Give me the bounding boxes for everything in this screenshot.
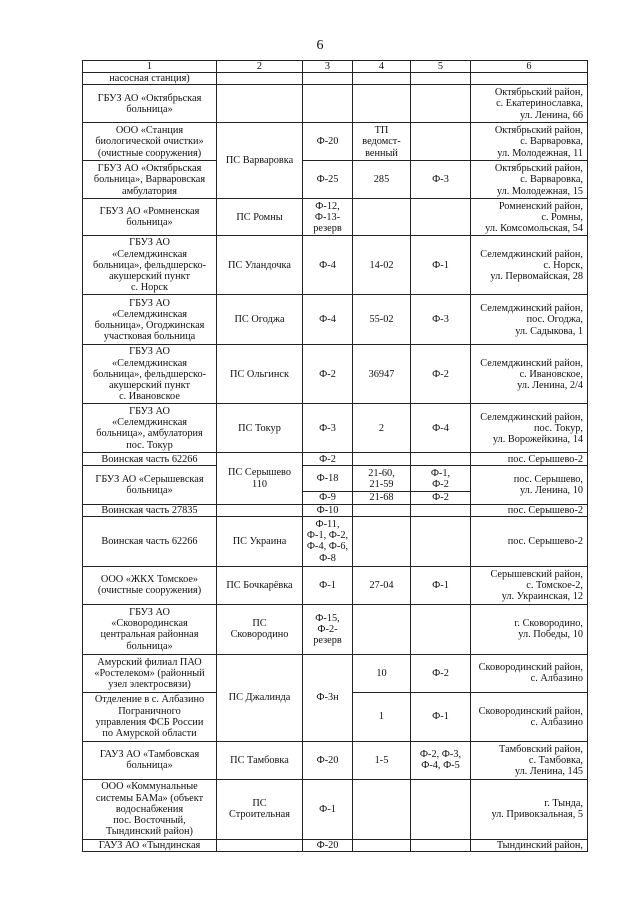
tp-cell: 21-68 [353,492,411,504]
feeder-cell: Ф-4 [303,236,353,295]
substation-cell: ПС Токур [217,404,303,453]
table-row [83,199,588,236]
substation-cell: ПС Варваровка [217,123,303,199]
substation-cell [217,504,303,516]
substation-cell: ПС Джалинда [217,654,303,741]
tp-cell [353,604,411,654]
feeder2-cell [411,123,471,161]
substation-cell [217,839,303,851]
table-row [83,654,588,692]
substation-cell: ПС Уландочка [217,236,303,295]
tp-cell [353,516,411,566]
table-row [83,123,588,161]
table-row [83,404,588,453]
tp-cell [353,199,411,236]
substation-cell: ПС Бочкарёвка [217,566,303,604]
feeder2-cell: Ф-1 [411,692,471,741]
address-cell: пос. Серышево, ул. Ленина, 10 [471,466,588,504]
address-cell: Октябрьский район, с. Екатеринославка, ул. Ленина, 66 [471,85,588,123]
facilities-table [82,60,588,852]
consumer-cell: Отделение в с. Албазино Пограничного управления ФСБ России по Амурской области [83,692,217,741]
feeder2-cell [411,85,471,123]
table-row [83,566,588,604]
tp-cell: 2 [353,404,411,453]
feeder-cell: Ф-1 [303,566,353,604]
feeder-cell: Ф-11, Ф-1, Ф-2, Ф-4, Ф-6, Ф-8 [303,516,353,566]
address-cell: г. Тында, ул. Привокзальная, 5 [471,779,588,839]
address-cell: Селемджинский район, пос. Токур, ул. Ворожейкина, 14 [471,404,588,453]
feeder-cell: Ф-20 [303,839,353,851]
tp-cell: 21-60, 21-59 [353,466,411,492]
feeder2-cell: Ф-1 [411,236,471,295]
substation-cell: ПС Украина [217,516,303,566]
table-row [83,295,588,345]
feeder2-cell [411,199,471,236]
table-row [83,161,588,199]
consumer-cell: ГБУЗ АО «Селемджинская больница», фельдшерско- акушерский пункт с. Норск [83,236,217,295]
table-row [83,236,588,295]
feeder-cell: Ф-3н [303,654,353,741]
tp-cell: ТП ведомст- венный [353,123,411,161]
feeder2-cell [411,453,471,466]
address-cell: Сковородинский район, с. Албазино [471,654,588,692]
header-cell: 5 [411,61,471,73]
feeder2-cell: Ф-4 [411,404,471,453]
consumer-cell: Воинская часть 62266 [83,516,217,566]
feeder-cell: Ф-25 [303,161,353,199]
address-cell: Тамбовский район, с. Тамбовка, ул. Ленина, 145 [471,741,588,779]
table-row [83,604,588,654]
tp-cell: 285 [353,161,411,199]
consumer-cell: ГАУЗ АО «Тындинская [83,839,217,851]
substation-cell [217,73,303,85]
feeder2-cell: Ф-2 [411,345,471,404]
table-row [83,85,588,123]
consumer-cell: ГБУЗ АО «Селемджинская больница», Огоджинская участковая больница [83,295,217,345]
feeder-cell: Ф-4 [303,295,353,345]
tp-cell [353,839,411,851]
table-row [83,779,588,839]
header-cell: 2 [217,61,303,73]
feeder-cell: Ф-20 [303,741,353,779]
address-cell: Октябрьский район, с. Варваровка, ул. Молодежная, 11 [471,123,588,161]
address-cell: Октябрьский район, с. Варваровка, ул. Молодежная, 15 [471,161,588,199]
feeder-cell: Ф-20 [303,123,353,161]
feeder2-cell: Ф-3 [411,161,471,199]
tp-cell [353,85,411,123]
tp-cell: 10 [353,654,411,692]
feeder2-cell: Ф-3 [411,295,471,345]
consumer-cell: ГБУЗ АО «Сковородинская центральная районная больница» [83,604,217,654]
address-cell: Сковородинский район, с. Албазино [471,692,588,741]
feeder2-cell [411,604,471,654]
consumer-cell: ООО «Коммунальные системы БАМа» (объект водоснабжения пос. Восточный, Тындинский район) [83,779,217,839]
table-row [83,453,588,466]
table-row [83,839,588,851]
feeder-cell: Ф-12, Ф-13- резерв [303,199,353,236]
substation-cell: ПС Ромны [217,199,303,236]
feeder-cell [303,85,353,123]
consumer-cell: ГБУЗ АО «Октябрьская больница» [83,85,217,123]
tp-cell [353,73,411,85]
consumer-cell: ГБУЗ АО «Селемджинская больница», амбулатория пос. Токур [83,404,217,453]
header-row [83,61,588,73]
header-cell: 4 [353,61,411,73]
table-row [83,516,588,566]
feeder-cell: Ф-3 [303,404,353,453]
address-cell: Селемджинский район, с. Норск, ул. Первомайская, 28 [471,236,588,295]
table-row [83,73,588,85]
table-row [83,741,588,779]
consumer-cell: ГБУЗ АО «Серышевская больница» [83,466,217,504]
consumer-cell: Амурский филиал ПАО «Ростелеком» (районный узел электросвязи) [83,654,217,692]
feeder-cell: Ф-2 [303,453,353,466]
header-cell: 1 [83,61,217,73]
tp-cell: 36947 [353,345,411,404]
feeder2-cell [411,779,471,839]
tp-cell: 55-02 [353,295,411,345]
table-row [83,504,588,516]
address-cell: пос. Серышево-2 [471,516,588,566]
tp-cell: 1-5 [353,741,411,779]
address-cell: пос. Серышево-2 [471,453,588,466]
feeder-cell: Ф-1 [303,779,353,839]
consumer-cell: ГБУЗ АО «Селемджинская больница», фельдшерско- акушерский пункт с. Ивановское [83,345,217,404]
address-cell: Селемджинский район, с. Ивановское, ул. Ленина, 2/4 [471,345,588,404]
address-cell: Серышевский район, с. Томское-2, ул. Украинская, 12 [471,566,588,604]
substation-cell: ПС Сковородино [217,604,303,654]
address-cell: Ромненский район, с. Ромны, ул. Комсомольская, 54 [471,199,588,236]
substation-cell: ПС Тамбовка [217,741,303,779]
tp-cell [353,504,411,516]
address-cell [471,73,588,85]
feeder-cell: Ф-18 [303,466,353,492]
tp-cell: 14-02 [353,236,411,295]
feeder-cell [303,73,353,85]
substation-cell: ПС Серышево 110 [217,453,303,504]
feeder2-cell [411,73,471,85]
consumer-cell: ГБУЗ АО «Октябрьская больница», Варваровская амбулатория [83,161,217,199]
substation-cell [217,85,303,123]
feeder-cell: Ф-9 [303,492,353,504]
tp-cell [353,779,411,839]
address-cell: пос. Серышево-2 [471,504,588,516]
table-row [83,345,588,404]
feeder2-cell [411,516,471,566]
substation-cell: ПС Огоджа [217,295,303,345]
consumer-cell: ООО «ЖКХ Томское» (очистные сооружения) [83,566,217,604]
tp-cell: 27-04 [353,566,411,604]
consumer-cell: Воинская часть 62266 [83,453,217,466]
substation-cell: ПС Строительная [217,779,303,839]
address-cell: Тындинский район, [471,839,588,851]
feeder2-cell: Ф-2 [411,492,471,504]
feeder2-cell [411,504,471,516]
consumer-cell: Воинская часть 27835 [83,504,217,516]
address-cell: г. Сковородино, ул. Победы, 10 [471,604,588,654]
consumer-cell: насосная станция) [83,73,217,85]
page-number: 6 [316,38,324,53]
consumer-cell: ООО «Станция биологической очистки» (очистные сооружения) [83,123,217,161]
consumer-cell: ГБУЗ АО «Ромненская больница» [83,199,217,236]
tp-cell [353,453,411,466]
feeder-cell: Ф-10 [303,504,353,516]
header-cell: 3 [303,61,353,73]
feeder2-cell [411,839,471,851]
address-cell: Селемджинский район, пос. Огоджа, ул. Садыкова, 1 [471,295,588,345]
feeder-cell: Ф-15, Ф-2- резерв [303,604,353,654]
tp-cell: 1 [353,692,411,741]
header-cell: 6 [471,61,588,73]
feeder-cell: Ф-2 [303,345,353,404]
table-row [83,466,588,492]
consumer-cell: ГАУЗ АО «Тамбовская больница» [83,741,217,779]
substation-cell: ПС Ольгинск [217,345,303,404]
feeder2-cell: Ф-2 [411,654,471,692]
feeder2-cell: Ф-1, Ф-2 [411,466,471,492]
feeder2-cell: Ф-1 [411,566,471,604]
feeder2-cell: Ф-2, Ф-3, Ф-4, Ф-5 [411,741,471,779]
